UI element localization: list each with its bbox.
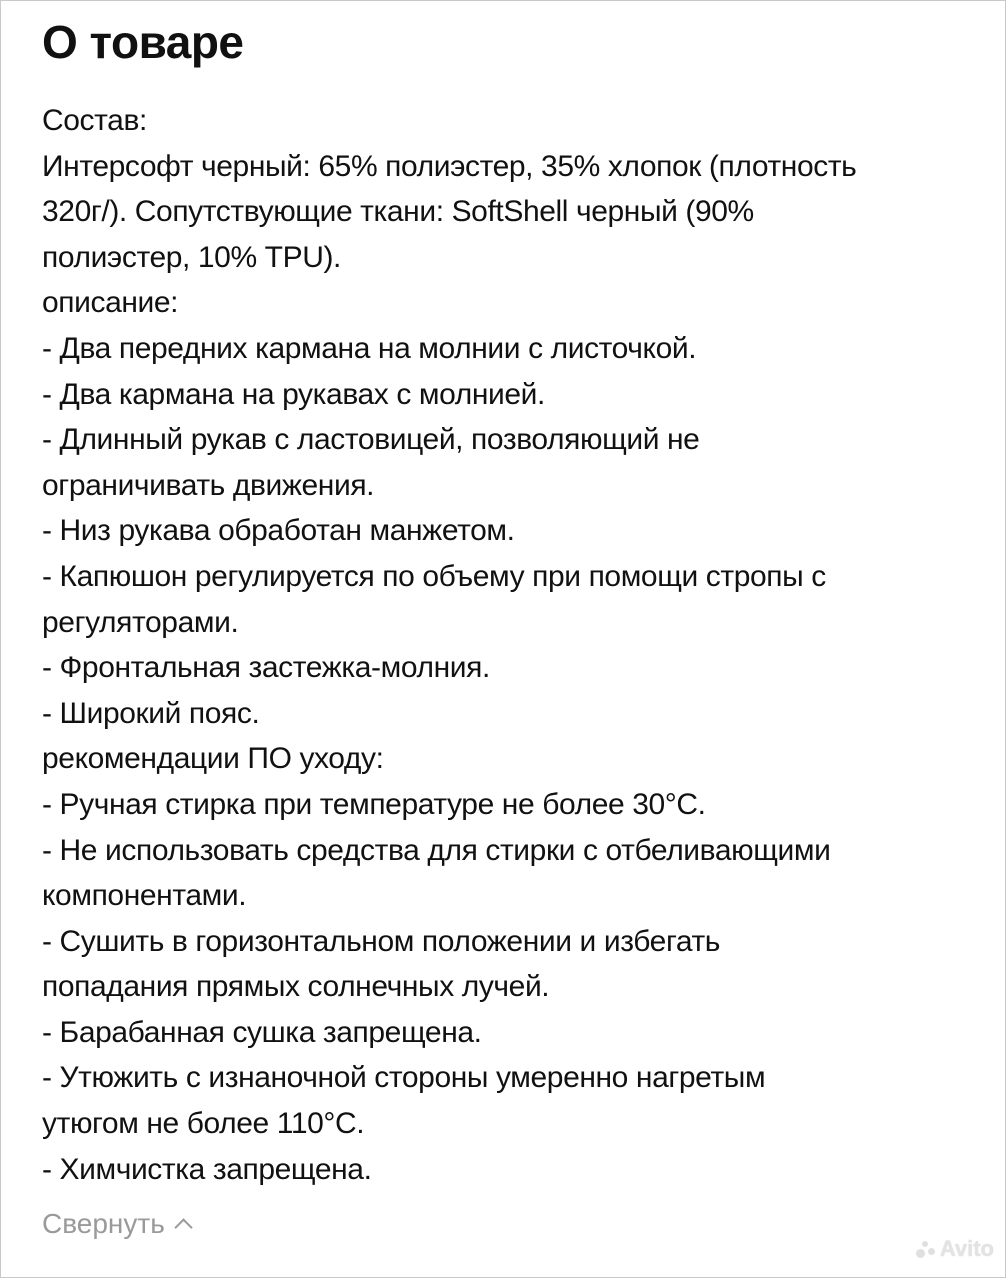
description-line: - Барабанная сушка запрещена. [42,1015,482,1049]
description-line: - Фронтальная застежка-молния. [42,651,490,685]
description-line: 320г/). Сопутствующие ткани: SoftShell черный (90% [42,195,754,229]
description-line: - Ручная стирка при температуре не более 30°С. [42,787,706,821]
description-line: Интерсофт черный: 65% полиэстер, 35% хлопок (плотность [42,149,857,183]
description-line: - Два передних кармана на молнии с листочкой. [42,331,697,365]
description-line: компонентами. [42,879,247,913]
product-description-section [42,14,972,1192]
description-line: рекомендации ПО уходу: [42,742,384,776]
description-line: попадания прямых солнечных лучей. [42,970,550,1004]
description-line: - Сушить в горизонтальном положении и избегать [42,924,721,958]
description-line: - Химчистка запрещена. [42,1152,372,1186]
description-line: - Низ рукава обработан манжетом. [42,514,515,548]
description-line: - Утюжить с изнаночной стороны умеренно нагретым [42,1061,766,1095]
description-line: ограничивать движения. [42,468,375,502]
section-title: О товаре [42,16,244,68]
chevron-up-icon [174,1218,192,1236]
description-line: Состав: [42,104,147,137]
avito-logo-icon [916,1239,936,1259]
description-line: - Два кармана на рукавах с молнией. [42,377,545,411]
description-line: утюгом не более 110°С. [42,1107,365,1141]
description-line: - Длинный рукав с ластовицей, позволяющий не [42,423,700,457]
description-line: - Капюшон регулируется по объему при помощи стропы с [42,559,826,593]
description-line: описание: [42,286,179,320]
watermark-text: Avito [939,1236,994,1261]
collapse-button[interactable] [42,1208,190,1240]
avito-watermark [916,1236,994,1262]
collapse-label: Свернуть [42,1208,165,1239]
description-line: регуляторами. [42,605,239,639]
description-line: - Не использовать средства для стирки с отбеливающими [42,833,831,867]
description-line: полиэстер, 10% TPU). [42,240,341,274]
description-text [42,98,972,1192]
description-line: - Широкий пояс. [42,696,260,730]
